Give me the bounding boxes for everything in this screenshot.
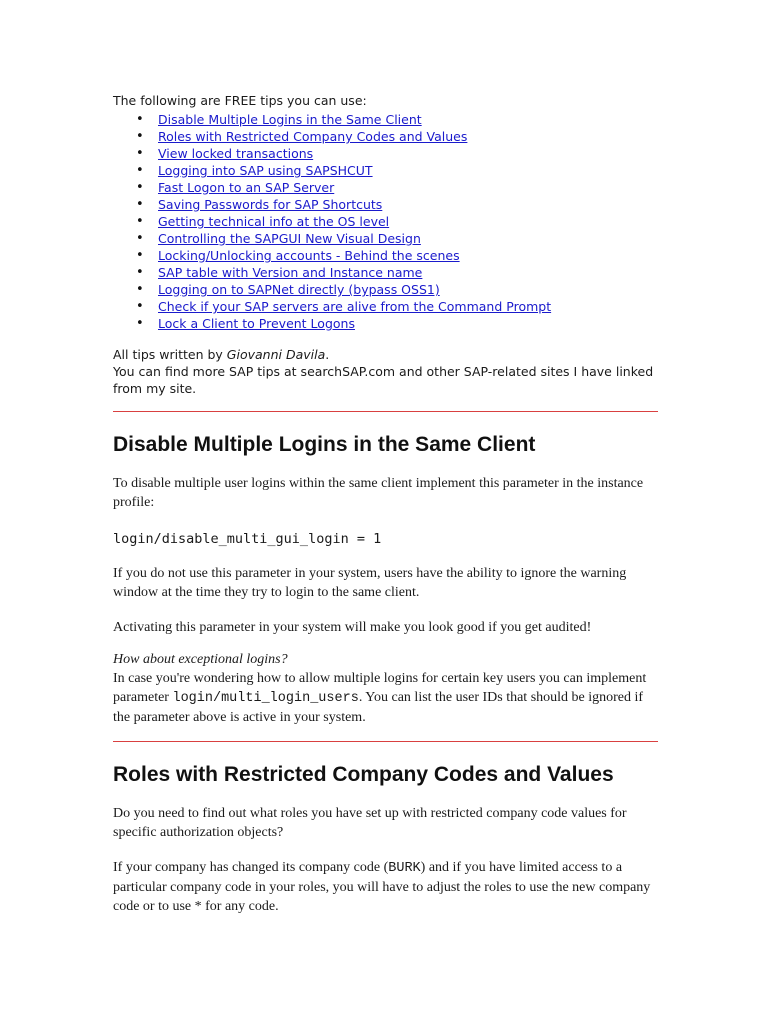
list-item bbox=[136, 247, 658, 264]
section2-p2-text-end: ) and if you have limited access to a particular company code in your roles, you will have to adjust the roles to use the new company code or to use * for any code. bbox=[113, 860, 651, 914]
list-item bbox=[136, 298, 658, 315]
bullet-icon: • bbox=[136, 282, 144, 297]
list-item bbox=[136, 196, 658, 213]
intro-text: The following are FREE tips you can use: bbox=[113, 93, 367, 108]
tip-link-locking-unlocking[interactable]: Locking/Unlocking accounts - Behind the scenes bbox=[158, 248, 460, 263]
bullet-icon: • bbox=[136, 197, 144, 212]
credits-more-tips: You can find more SAP tips at searchSAP.com and other SAP-related sites I have linked from my site. bbox=[113, 364, 654, 396]
section1-paragraph-1: To disable multiple user logins within the same client implement this parameter in the instance profile: bbox=[113, 476, 644, 510]
section-heading-roles-restricted: Roles with Restricted Company Codes and Values bbox=[113, 763, 614, 786]
list-item bbox=[136, 315, 658, 332]
list-item bbox=[136, 213, 658, 230]
tip-link-sapgui-visual-design[interactable]: Controlling the SAPGUI New Visual Design bbox=[158, 231, 421, 246]
bullet-icon: • bbox=[136, 146, 144, 161]
section2-p2-text: If your company has changed its company code ( bbox=[113, 860, 389, 875]
tip-link-sapshcut[interactable]: Logging into SAP using SAPSHCUT bbox=[158, 163, 373, 178]
section1-exceptional bbox=[113, 650, 658, 727]
bullet-icon: • bbox=[136, 163, 144, 178]
bullet-icon: • bbox=[136, 299, 144, 314]
inline-code-burk: BURK bbox=[388, 861, 421, 876]
bullet-icon: • bbox=[136, 265, 144, 280]
section1-p4-text-end: . You can list the user IDs that should be ignored if the parameter above is active in your system. bbox=[113, 690, 644, 725]
tip-link-sap-table-version[interactable]: SAP table with Version and Instance name bbox=[158, 265, 423, 280]
list-item bbox=[136, 128, 658, 145]
list-item bbox=[136, 281, 658, 298]
bullet-icon: • bbox=[136, 316, 144, 331]
credits-suffix: . bbox=[325, 347, 330, 362]
bullet-icon: • bbox=[136, 112, 144, 127]
section-heading-disable-logins: Disable Multiple Logins in the Same Client bbox=[113, 433, 536, 456]
list-item bbox=[136, 145, 658, 162]
section-divider bbox=[113, 741, 658, 742]
tip-link-technical-info[interactable]: Getting technical info at the OS level bbox=[158, 214, 390, 229]
author-name: Giovanni Davila bbox=[226, 347, 326, 362]
tip-link-lock-client[interactable]: Lock a Client to Prevent Logons bbox=[158, 316, 355, 331]
section1-p4-text: In case you're wondering how to allow multiple logins for certain key users you can implement parameter bbox=[113, 671, 647, 705]
tip-link-sapnet-direct[interactable]: Logging on to SAPNet directly (bypass OSS1) bbox=[158, 282, 440, 297]
tip-link-disable-multiple-logins[interactable]: Disable Multiple Logins in the Same Client bbox=[158, 112, 422, 127]
tip-link-fast-logon[interactable]: Fast Logon to an SAP Server bbox=[158, 180, 335, 195]
credits-prefix: All tips written by bbox=[113, 347, 227, 362]
tip-link-view-locked-transactions[interactable]: View locked transactions bbox=[158, 146, 314, 161]
list-item bbox=[136, 111, 658, 128]
list-item bbox=[136, 230, 658, 247]
tip-link-roles-restricted[interactable]: Roles with Restricted Company Codes and Values bbox=[158, 129, 468, 144]
document-page bbox=[113, 92, 658, 916]
bullet-icon: • bbox=[136, 248, 144, 263]
section-divider bbox=[113, 411, 658, 412]
section2-paragraph-1: Do you need to find out what roles you have set up with restricted company code values for specific authorization objects? bbox=[113, 806, 627, 840]
tips-list bbox=[113, 111, 658, 332]
list-item bbox=[136, 264, 658, 281]
code-parameter: login/disable_multi_gui_login = 1 bbox=[113, 531, 382, 547]
tip-link-saving-passwords[interactable]: Saving Passwords for SAP Shortcuts bbox=[158, 197, 383, 212]
list-item bbox=[136, 162, 658, 179]
section1-paragraph-3: Activating this parameter in your system will make you look good if you get audited! bbox=[113, 620, 592, 635]
subheading-exceptional-logins: How about exceptional logins? bbox=[113, 652, 288, 667]
inline-code-parameter: login/multi_login_users bbox=[172, 691, 359, 706]
bullet-icon: • bbox=[136, 180, 144, 195]
section2-paragraph-2 bbox=[113, 858, 658, 916]
bullet-icon: • bbox=[136, 129, 144, 144]
bullet-icon: • bbox=[136, 214, 144, 229]
list-item bbox=[136, 179, 658, 196]
tip-link-servers-alive[interactable]: Check if your SAP servers are alive from the Command Prompt bbox=[158, 299, 552, 314]
credits bbox=[113, 346, 658, 397]
bullet-icon: • bbox=[136, 231, 144, 246]
section1-paragraph-2: If you do not use this parameter in your system, users have the ability to ignore the warning window at the time they try to login to the same client. bbox=[113, 566, 627, 600]
